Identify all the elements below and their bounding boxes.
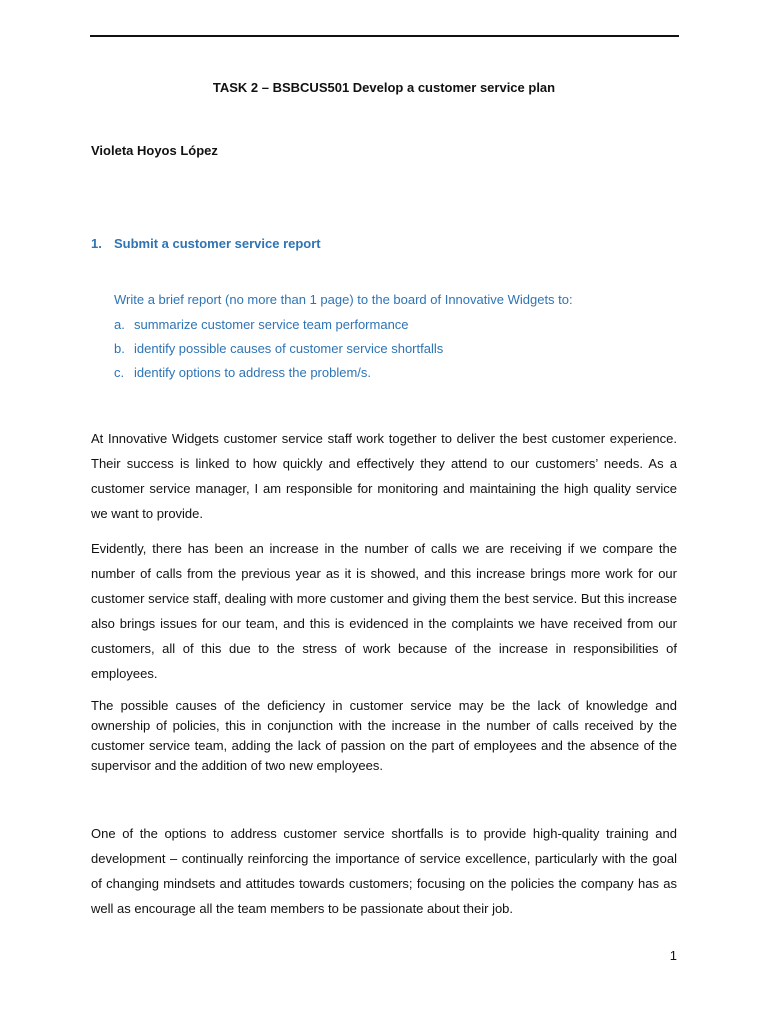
- author-name: Violeta Hoyos López: [91, 143, 218, 158]
- list-item-letter: a.: [114, 317, 125, 332]
- page-number: 1: [669, 948, 677, 963]
- paragraph-intro: At Innovative Widgets customer service staff work together to deliver the best customer experience. Their success is linked to how quickly and effectively they attend to our customers’ needs. As a customer service manager, I am responsible for monitoring and maintaining the high quality service we want to provide.: [91, 431, 677, 521]
- list-item: [114, 317, 677, 332]
- list-item-text: summarize customer service team performance: [134, 317, 409, 332]
- document-title: TASK 2 – BSBCUS501 Develop a customer service plan: [212, 80, 556, 95]
- section-number: 1.: [91, 236, 102, 251]
- list-item: [114, 365, 677, 380]
- section-heading: [91, 236, 677, 252]
- instructions-intro: Write a brief report (no more than 1 page) to the board of Innovative Widgets to:: [114, 292, 573, 307]
- list-item: [114, 341, 677, 356]
- list-item-text: identify options to address the problem/s.: [134, 365, 372, 380]
- paragraph-options: One of the options to address customer service shortfalls is to provide high-quality training and development – continually reinforcing the importance of service excellence, particularly with the goal of changing mindsets and attitudes towards customers; focusing on the policies the company has as well as encourage all the team members to be passionate about their job.: [91, 826, 677, 916]
- header-rule: [90, 35, 679, 37]
- paragraph-causes: The possible causes of the deficiency in customer service may be the lack of knowledge and ownership of policies, this in conjunction with the increase in the number of calls received by the customer service team, adding the lack of passion on the part of employees and the absence of the supervisor and the addition of two new employees.: [91, 698, 677, 773]
- document-body: [91, 80, 677, 921]
- paragraph-performance: Evidently, there has been an increase in the number of calls we are receiving if we compare the number of calls from the previous year as it is showed, and this increase brings more work for our customer service staff, dealing with more customer and giving them the best service. But this increase also brings issues for our team, and this is evidenced in the complaints we have received from our customers, all of this due to the stress of work because of the increase in responsibilities of employees.: [91, 541, 677, 681]
- list-item-letter: b.: [114, 341, 125, 356]
- list-item-text: identify possible causes of customer service shortfalls: [134, 341, 444, 356]
- section-title: Submit a customer service report: [114, 236, 321, 251]
- list-item-letter: c.: [114, 365, 125, 380]
- instructions-block: [114, 292, 677, 380]
